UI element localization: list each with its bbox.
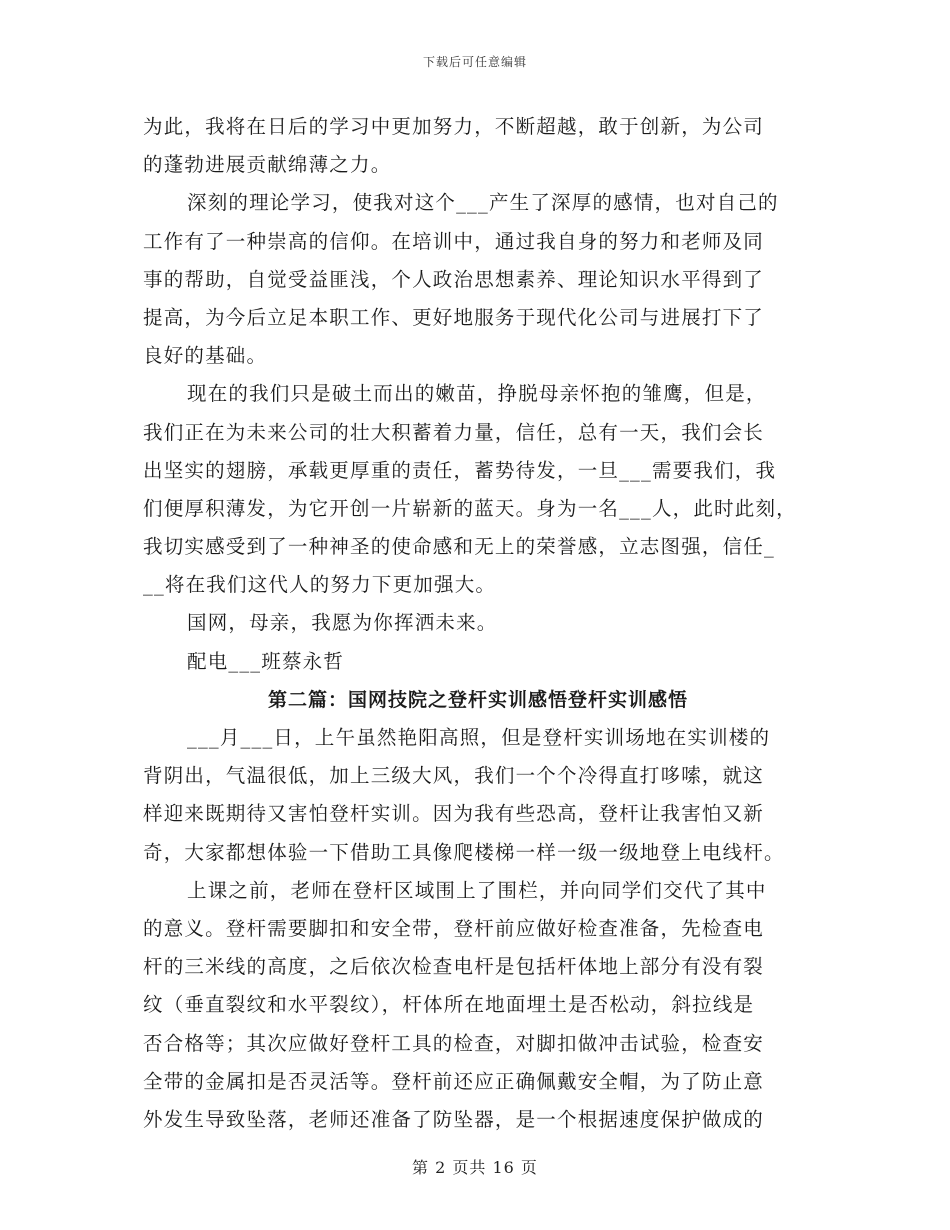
text-line: 的意义。登杆需要脚扣和安全带，登杆前应做好检查准备，先检查电 (143, 916, 765, 940)
text-line: 配电___班蔡永哲 (187, 649, 345, 673)
text-line: ___月___日，上午虽然艳阳高照，但是登杆实训场地在实训楼的 (187, 726, 771, 749)
text-line: 深刻的理论学习，使我对这个___产生了深厚的感情，也对自己的 (187, 191, 779, 215)
text-line: 现在的我们只是破土而出的嫩苗，挣脱母亲怀抱的雏鹰，但是， (187, 382, 767, 406)
text-line: 纹（垂直裂纹和水平裂纹），杆体所在地面埋土是否松动，斜拉线是 (143, 993, 755, 1017)
text-line: 否合格等；其次应做好登杆工具的检查，对脚扣做冲击试验，检查安 (143, 1031, 765, 1055)
text-line: 工作有了一种崇高的信仰。在培训中，通过我自身的努力和老师及同 (143, 229, 765, 253)
text-line: 国网，母亲，我愿为你挥洒未来。 (187, 611, 498, 635)
text-line: 出坚实的翅膀，承载更厚重的责任，蓄势待发，一旦___需要我们，我 (143, 458, 777, 482)
text-line: 良好的基础。 (143, 344, 268, 368)
text-line: 全带的金属扣是否灵活等。登杆前还应正确佩戴安全帽，为了防止意 (143, 1069, 765, 1093)
document-body (143, 108, 813, 1139)
text-line: 提高，为今后立足本职工作、更好地服务于现代化公司与进展打下了 (143, 305, 765, 329)
section-heading: 第二篇：国网技院之登杆实训感悟登杆实训感悟 (267, 688, 688, 711)
text-line: 上课之前，老师在登杆区域围上了围栏，并向同学们交代了其中 (187, 878, 767, 902)
text-line: 杆的三米线的高度，之后依次检查电杆是包括杆体地上部分有没有裂 (143, 955, 765, 979)
page-header: 下载后可任意编辑 (422, 55, 527, 69)
text-line: 为此，我将在日后的学习中更加努力，不断超越，敢于创新，为公司 (143, 115, 765, 138)
text-line: __将在我们这代人的努力下更加强大。 (143, 573, 497, 597)
text-line: 背阴出，气温很低，加上三级大风，我们一个个冷得直打哆嗦，就这 (143, 764, 765, 788)
text-line: 的蓬勃进展贡献绵薄之力。 (143, 153, 392, 177)
text-line: 事的帮助，自觉受益匪浅，个人政治思想素养、理论知识水平得到了 (143, 267, 765, 291)
text-line: 我切实感受到了一种神圣的使命感和无上的荣誉感，立志图强，信任_ (143, 535, 775, 559)
text-line: 们便厚积薄发，为它开创一片崭新的蓝天。身为一名___人，此时此刻， (143, 496, 797, 520)
text-line: 样迎来既期待又害怕登杆实训。因为我有些恐高，登杆让我害怕又新 (143, 802, 765, 826)
text-line: 奇，大家都想体验一下借助工具像爬楼梯一样一级一级地登上电线杆。 (143, 840, 785, 864)
text-line: 外发生导致坠落，老师还准备了防坠器，是一个根据速度保护做成的 (143, 1107, 765, 1131)
text-line: 我们正在为未来公司的壮大积蓄着力量，信任，总有一天，我们会长 (143, 420, 765, 444)
page-footer: 第 2 页共 16 页 (412, 1158, 538, 1177)
